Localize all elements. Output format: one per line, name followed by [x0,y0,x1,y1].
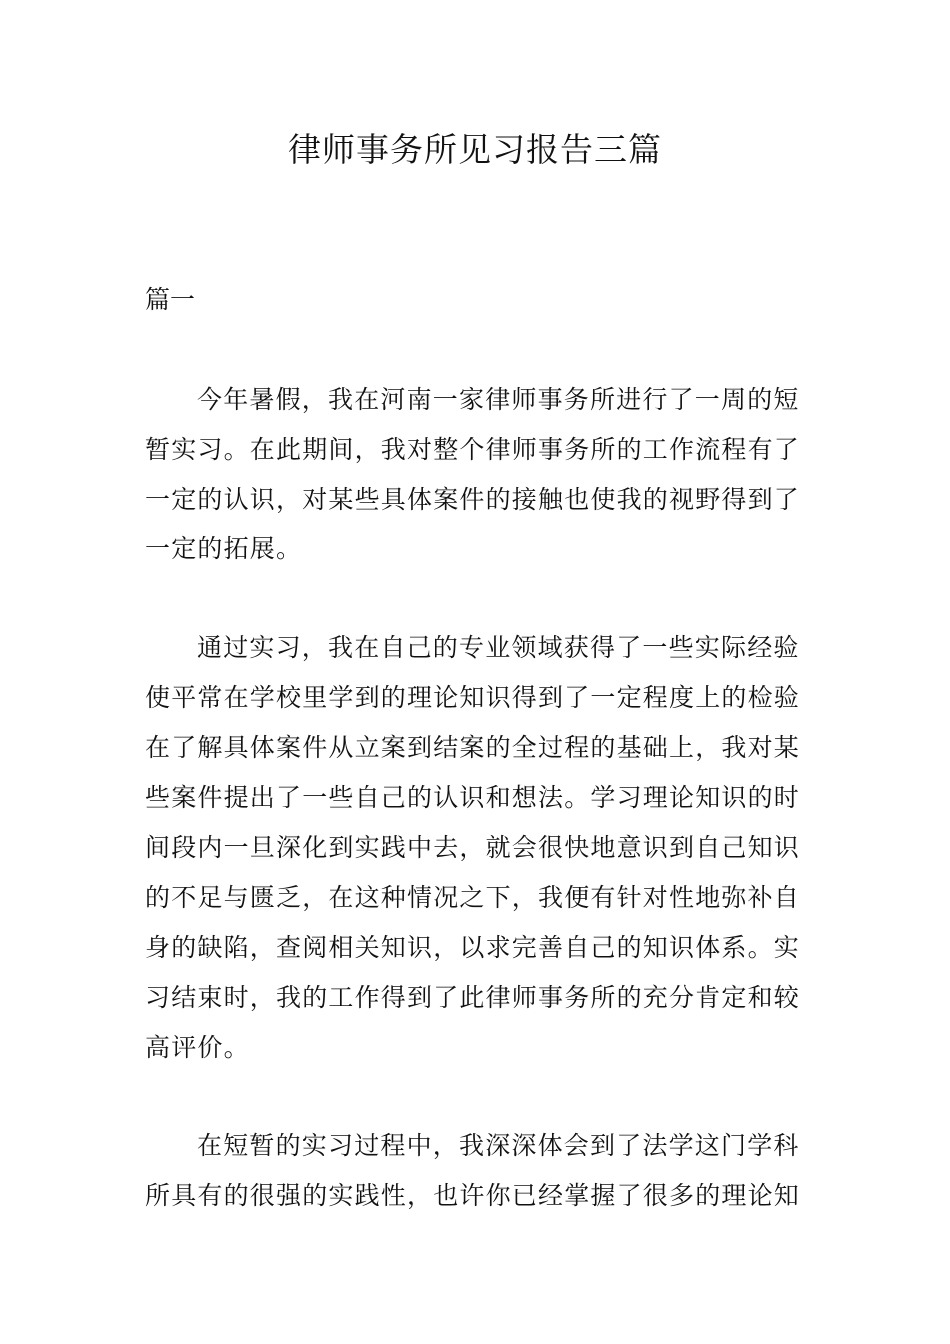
paragraph-2-line-1: 通过实习，我在自己的专业领域获得了一些实际经验 [197,633,800,662]
document-title: 律师事务所见习报告三篇 [288,130,662,169]
paragraph-2-line-2: 使平常在学校里学到的理论知识得到了一定程度上的检验 [145,683,801,712]
section-label: 篇一 [145,285,196,314]
paragraph-1-line-4: 一定的拓展。 [145,534,303,563]
paragraph-3-line-2: 所具有的很强的实践性，也许你已经掌握了很多的理论知 [145,1181,801,1210]
paragraph-1-line-3: 一定的认识，对某些具体案件的接触也使我的视野得到了 [145,485,801,514]
paragraph-1-line-1: 今年暑假，我在河南一家律师事务所进行了一周的短 [197,385,800,414]
paragraph-3-line-1: 在短暂的实习过程中，我深深体会到了法学这门学科 [197,1131,800,1160]
paragraph-2-line-5: 间段内一旦深化到实践中去，就会很快地意识到自己知识 [145,833,801,862]
paragraph-2-line-8: 习结束时，我的工作得到了此律师事务所的充分肯定和较 [145,983,801,1012]
paragraph-1-line-2: 暂实习。在此期间，我对整个律师事务所的工作流程有了 [145,435,801,464]
paragraph-2-line-4: 些案件提出了一些自己的认识和想法。学习理论知识的时 [145,783,801,812]
paragraph-2-line-9: 高评价。 [145,1033,250,1062]
paragraph-2-line-3: 在了解具体案件从立案到结案的全过程的基础上，我对某 [145,733,801,762]
paragraph-2-line-7: 身的缺陷，查阅相关知识，以求完善自己的知识体系。实 [145,933,801,962]
paragraph-2-line-6: 的不足与匮乏，在这种情况之下，我便有针对性地弥补自 [145,883,801,912]
